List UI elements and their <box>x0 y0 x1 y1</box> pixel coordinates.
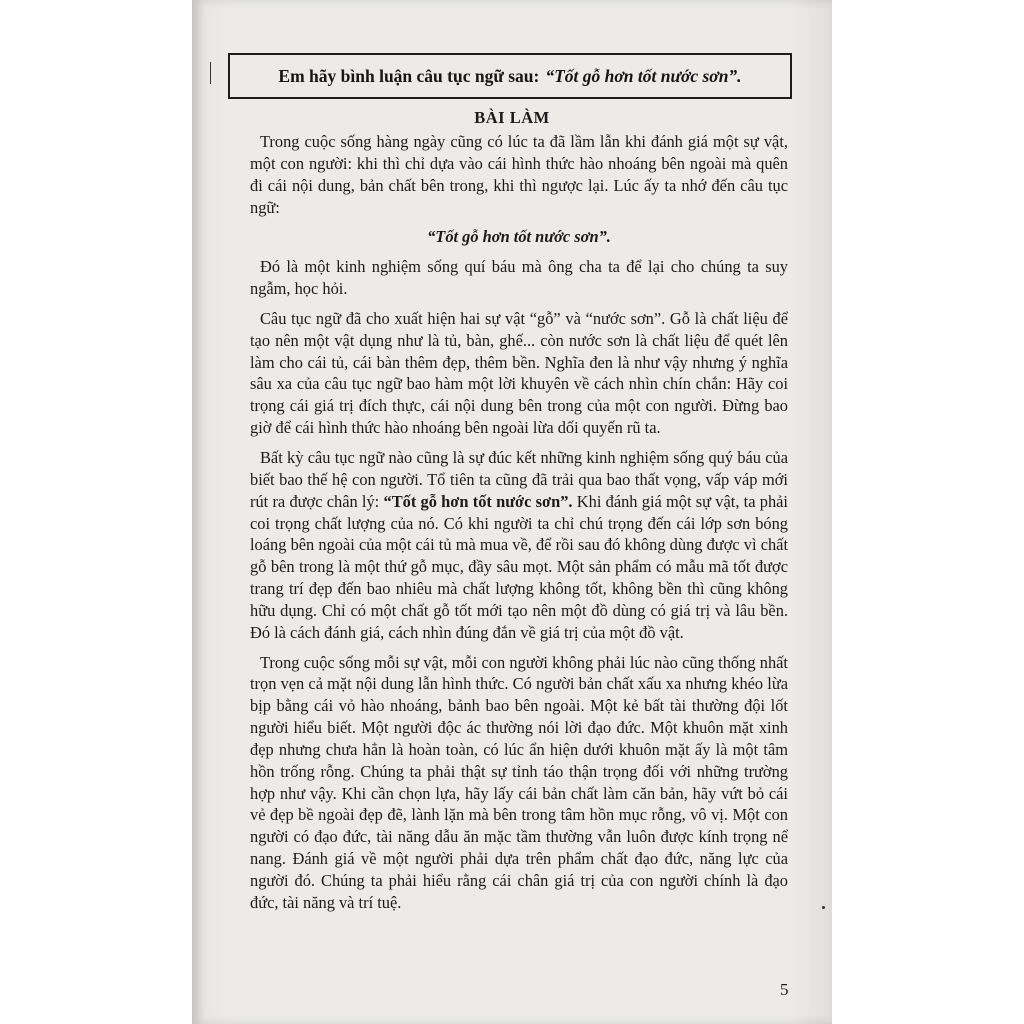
paragraph-2: Đó là một kinh nghiệm sống quí báu mà ông cha ta để lại cho chúng ta suy ngẫm, học hỏi. <box>250 257 788 299</box>
paragraph-3: Câu tục ngữ đã cho xuất hiện hai sự vật “gỗ” và “nước sơn”. Gỗ là chất liệu để tạo nên một vật dụng như là tủ, bàn, ghế... còn nước sơn là chất liệu để quét lên làm cho cái tủ, cái bàn thêm đẹp, thêm bền. Nghĩa đen là như vậy nhưng ý nghĩa sâu xa của câu tục ngữ bao hàm một lời khuyên về cách nhìn chín chắn: Hãy coi trọng cái giá trị đích thực, cái nội dung bên trong của một con người. Đừng bao giờ để cái hình thức hào nhoáng bên ngoài lừa dối quyến rũ ta. <box>250 308 788 438</box>
topic-prefix: Em hãy bình luận câu tục ngữ sau: <box>278 65 540 86</box>
essay-heading: BÀI LÀM <box>474 108 550 127</box>
margin-mark <box>210 62 211 84</box>
paragraph-4-quote: “Tốt gỗ hơn tốt nước sơn”. <box>383 491 573 511</box>
paragraph-5: Trong cuộc sống mỗi sự vật, mỗi con người không phải lúc nào cũng thống nhất trọn vẹn cả mặt nội dung lẫn hình thức. Có người bản chất xấu xa nhưng khéo lừa bịp bằng cái vỏ hào nhoáng, bảnh bao bên ngoài. Một kẻ bất tài thường đội lốt người hiểu biết. Một người độc ác thường nói lời đạo đức. Một khuôn mặt xinh đẹp nhưng chưa hẳn là hoàn toàn, có lúc ẩn hiện dưới khuôn mặt ấy là một tâm hồn trống rỗng. Chúng ta phải thật sự tỉnh táo thận trọng đối với những trường hợp như vậy. Khi cần chọn lựa, hãy lấy cái bản chất làm căn bản, hãy vứt bỏ cái vẻ đẹp bề ngoài đẹp đẽ, lành lặn mà bên trong tâm hồn mục rỗng, vô vị. Một con người có đạo đức, tài năng dẫu ăn mặc tầm thường vẫn luôn được kính trọng nể nang. Đánh giá về một người phải dựa trên phẩm chất đạo đức, năng lực của người đó. Chúng ta phải hiểu rằng cái chân giá trị của con người chính là đạo đức, tài năng và trí tuệ. <box>250 652 788 912</box>
margin-dot <box>822 906 825 909</box>
paragraph-4-part-a: Bất kỳ câu tục ngữ nào cũng là sự đúc kết những kinh nghiệm sống quý báu của biết bao thế hệ con người. Tổ tiên ta cũng đã trải qua bao thất vọng, vấp váp mới rút ra được chân lý: <box>250 447 788 511</box>
paragraph-4-part-b: Khi đánh giá một sự vật, ta phải coi trọng chất lượng của nó. Có khi người ta chỉ chú trọng đến cái lớp sơn bóng loáng bên ngoài của một cái tủ mà mua về, để rồi sau đó không dùng được vì chất gỗ bên trong là một thứ gỗ mục, đầy sâu mọt. Một sản phẩm có mẫu mã tốt được trang trí đẹp đến bao nhiêu mà chất lượng không tốt, không bền thì cũng không hữu dụng. Chỉ có một chất gỗ tốt mới tạo nên một đồ dùng có giá trị và lâu bền. Đó là cách đánh giá, cách nhìn đúng đắn về giá trị của một đồ vật. <box>250 491 788 642</box>
essay-body <box>250 131 788 922</box>
paragraph-4 <box>250 447 788 644</box>
topic-quote: “Tốt gỗ hơn tốt nước sơn”. <box>545 65 742 86</box>
topic-box <box>228 53 792 99</box>
page-number: 5 <box>780 980 789 999</box>
proverb-quote: “Tốt gỗ hơn tốt nước sơn”. <box>427 227 611 247</box>
paragraph-1: Trong cuộc sống hàng ngày cũng có lúc ta đã lầm lẫn khi đánh giá một sự vật, một con người: khi thì chỉ dựa vào cái hình thức hào nhoáng bên ngoài mà quên đi cái nội dung, bản chất bên trong, khi thì ngược lại. Lúc ấy ta nhớ đến câu tục ngữ: <box>250 132 788 217</box>
background-left <box>0 0 192 1024</box>
book-page <box>192 0 832 1024</box>
